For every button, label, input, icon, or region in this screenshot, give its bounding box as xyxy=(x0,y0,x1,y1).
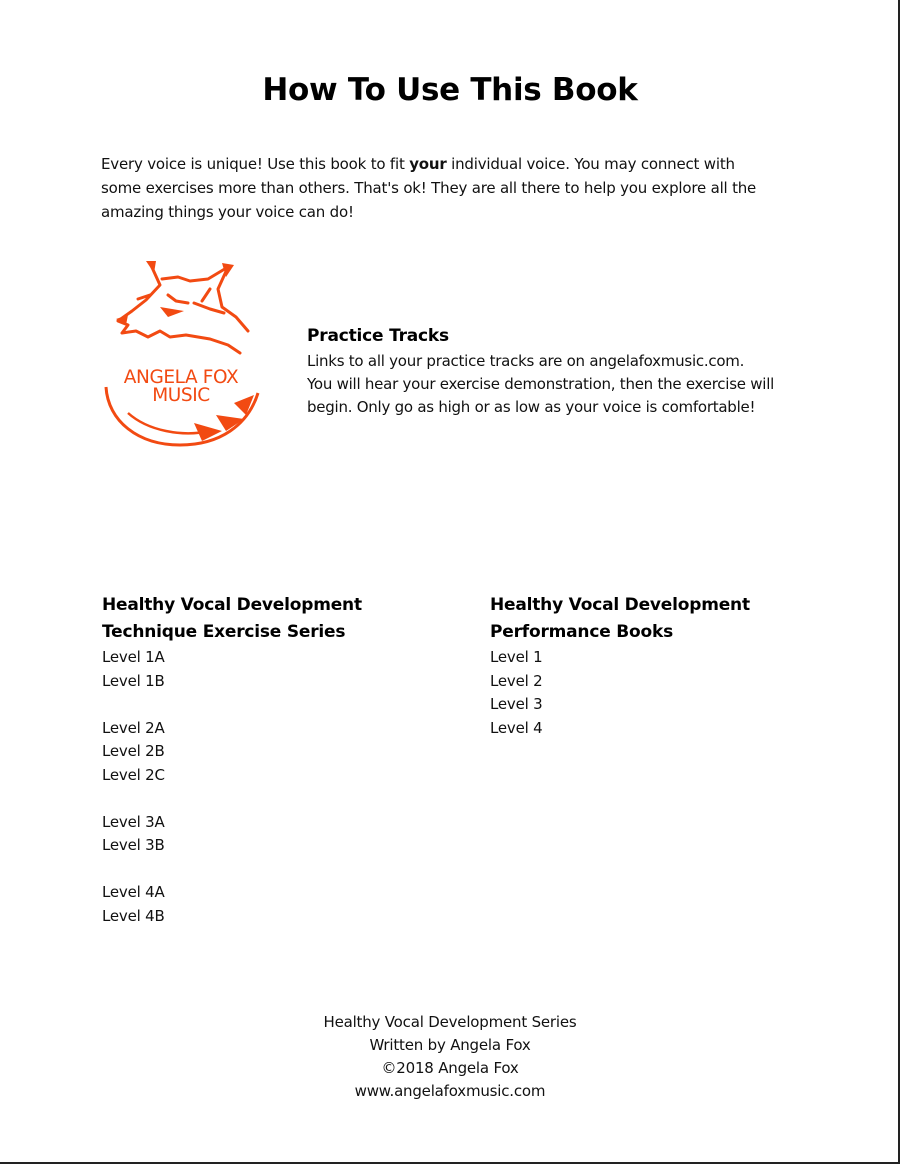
list-item: Level 1B xyxy=(102,671,165,690)
intro-line-1-start: Every voice is unique! Use this book to fit xyxy=(101,155,410,173)
performance-books-list xyxy=(490,592,750,740)
list-item: Level 4 xyxy=(490,718,543,737)
performance-heading-line-2: Performance Books xyxy=(490,622,673,642)
intro-paragraph xyxy=(101,152,801,224)
fox-logo-icon xyxy=(98,255,264,451)
practice-tracks-line: Links to all your practice tracks are on angelafoxmusic.com. xyxy=(307,352,745,370)
practice-tracks-line: begin. Only go as high or as low as your voice is comfortable! xyxy=(307,398,756,416)
intro-line-3: amazing things your voice can do! xyxy=(101,203,354,221)
list-item: Level 2C xyxy=(102,765,165,784)
practice-tracks-section xyxy=(307,326,827,419)
list-item: Level 3B xyxy=(102,836,165,854)
practice-tracks-heading: Practice Tracks xyxy=(307,326,449,346)
practice-tracks-line: You will hear your exercise demonstration, then the exercise will xyxy=(307,375,775,393)
footer-series: Healthy Vocal Development Series xyxy=(323,1013,577,1031)
technique-series-list xyxy=(102,592,362,928)
footer-website: www.angelafoxmusic.com xyxy=(354,1082,546,1100)
logo-text-line-2: MUSIC xyxy=(152,385,210,406)
list-item: Level 2A xyxy=(102,718,165,737)
intro-line-1 xyxy=(101,152,801,176)
list-item: Level 2 xyxy=(490,671,543,690)
list-item: Level 4B xyxy=(102,906,165,925)
list-item: Level 4A xyxy=(102,883,165,901)
footer-author: Written by Angela Fox xyxy=(369,1036,531,1054)
page-footer xyxy=(0,1011,900,1103)
technique-heading-line-2: Technique Exercise Series xyxy=(102,622,346,642)
page-title: How To Use This Book xyxy=(262,72,638,108)
footer-copyright: ©2018 Angela Fox xyxy=(381,1059,519,1077)
list-item: Level 2B xyxy=(102,742,165,760)
list-item: Level 1 xyxy=(490,648,543,666)
list-item: Level 1A xyxy=(102,648,165,666)
performance-heading-line-1: Healthy Vocal Development xyxy=(490,595,750,615)
list-item: Level 3 xyxy=(490,695,543,713)
list-item: Level 3A xyxy=(102,812,165,831)
intro-line-2: some exercises more than others. That's ok! They are all there to help you explore all the xyxy=(101,179,757,197)
intro-line-1-end: individual voice. You may connect with xyxy=(446,155,735,173)
logo-text-line-1: ANGELA FOX xyxy=(123,367,239,388)
technique-heading-line-1: Healthy Vocal Development xyxy=(102,595,362,615)
intro-emphasis: your xyxy=(409,155,447,173)
